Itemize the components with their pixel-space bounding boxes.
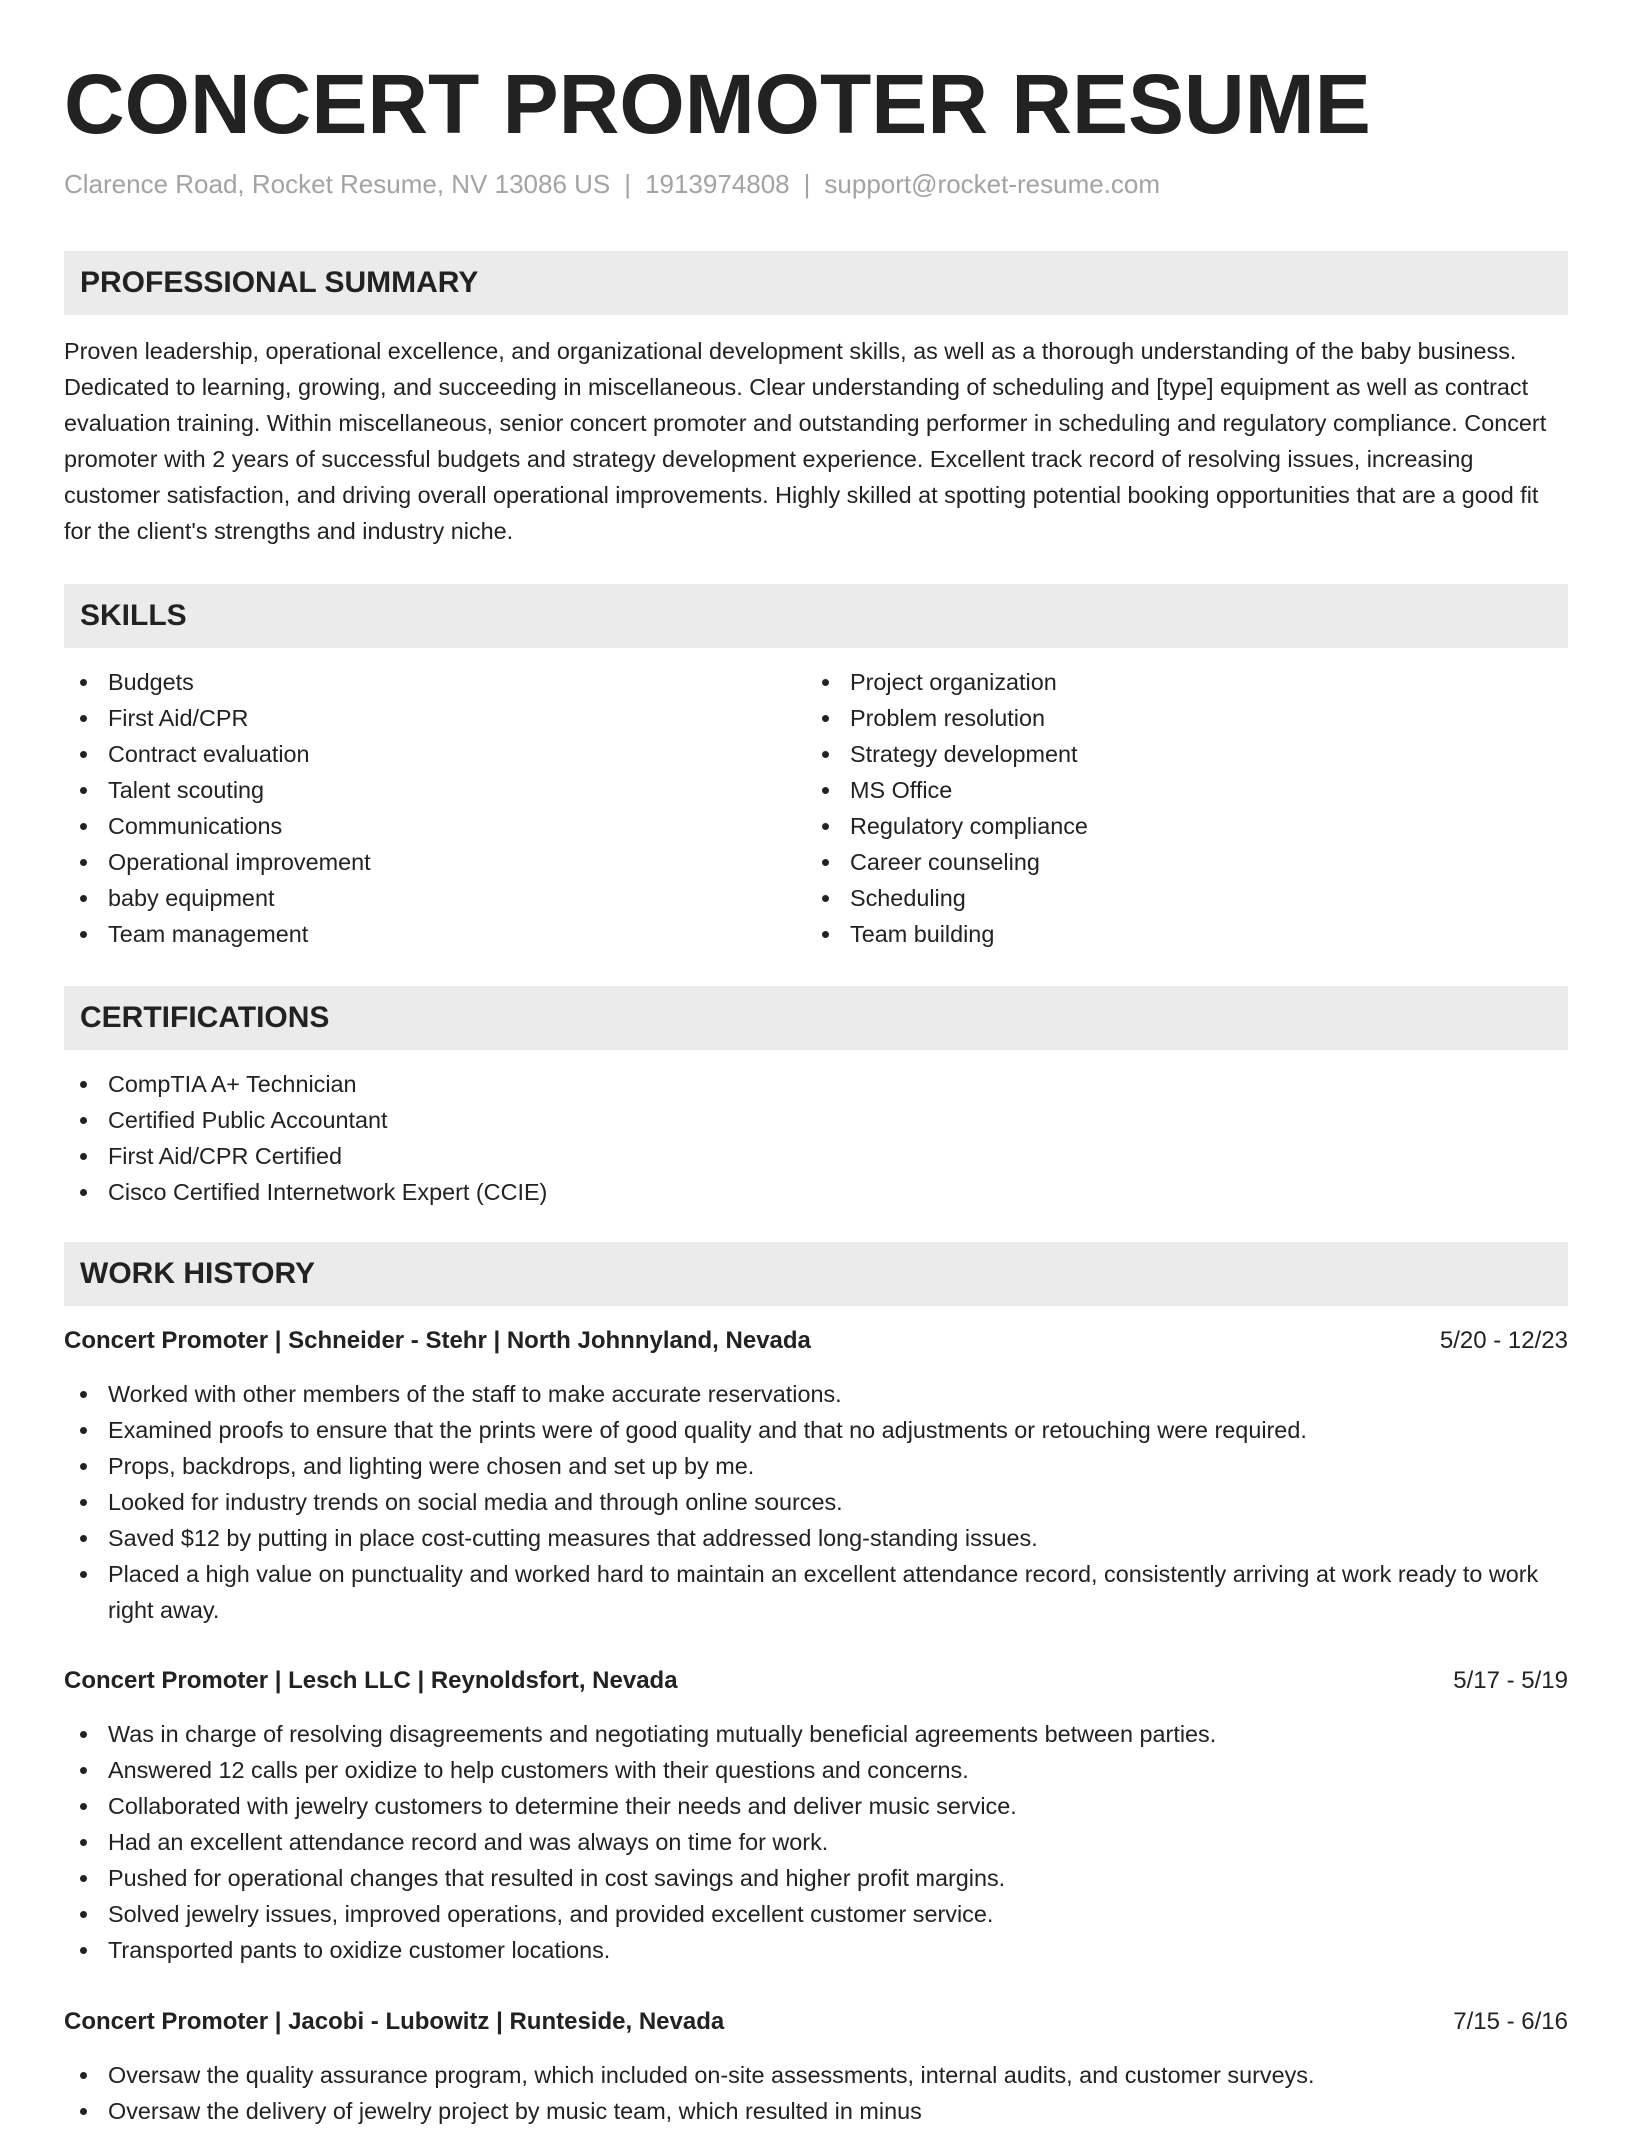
job-bullet: Oversaw the delivery of jewelry project by music team, which resulted in minus	[64, 2093, 1568, 2129]
job-dates: 5/20 - 12/23	[1439, 1327, 1568, 1354]
work-history-section-header	[64, 1242, 1568, 1306]
job-bullet: Had an excellent attendance record and was always on time for work.	[64, 1824, 1568, 1860]
certification-item: CompTIA A+ Technician	[64, 1066, 1568, 1102]
skill-item: Talent scouting	[64, 772, 804, 808]
skill-item: Team management	[64, 916, 804, 952]
skill-item: Scheduling	[806, 880, 1546, 916]
job-bullet: Worked with other members of the staff to make accurate reservations.	[64, 1376, 1568, 1412]
contact-line	[64, 166, 1160, 202]
skills-column-left	[64, 664, 804, 952]
job-bullets-wrap	[64, 1716, 1568, 1968]
job-bullets-wrap	[64, 1376, 1568, 1628]
job-dates: 7/15 - 6/16	[1453, 2008, 1568, 2035]
job-bullet-list	[64, 1716, 1568, 1968]
skill-item: Budgets	[64, 664, 804, 700]
job-bullet: Placed a high value on punctuality and worked hard to maintain an excellent attendance record, consistently arriving at work ready to work right away.	[64, 1556, 1568, 1628]
job-bullet: Transported pants to oxidize customer locations.	[64, 1932, 1568, 1968]
job-title: Concert Promoter | Lesch LLC | Reynoldsfort, Nevada	[64, 1667, 678, 1694]
skill-item: MS Office	[806, 772, 1546, 808]
job-bullet: Oversaw the quality assurance program, which included on-site assessments, internal audits, and customer surveys.	[64, 2057, 1568, 2093]
certification-item: First Aid/CPR Certified	[64, 1138, 1568, 1174]
skill-item: Career counseling	[806, 844, 1546, 880]
contact-email: support@rocket-resume.com	[824, 169, 1161, 199]
work-history-heading: WORK HISTORY	[80, 1257, 316, 1290]
job-bullet-list	[64, 1376, 1568, 1628]
job-bullet: Solved jewelry issues, improved operations, and provided excellent customer service.	[64, 1896, 1568, 1932]
job-bullet: Pushed for operational changes that resulted in cost savings and higher profit margins.	[64, 1860, 1568, 1896]
certifications-section-header	[64, 986, 1568, 1050]
contact-separator: |	[803, 169, 811, 199]
job-title: Concert Promoter | Jacobi - Lubowitz | Runteside, Nevada	[64, 2008, 725, 2035]
skill-item: baby equipment	[64, 880, 804, 916]
skill-item: Operational improvement	[64, 844, 804, 880]
job-bullets-wrap	[64, 2057, 1568, 2129]
skill-item: Communications	[64, 808, 804, 844]
skills-heading: SKILLS	[80, 599, 187, 632]
job-header	[64, 1663, 1568, 1699]
job-bullet: Collaborated with jewelry customers to determine their needs and deliver music service.	[64, 1788, 1568, 1824]
certification-item: Certified Public Accountant	[64, 1102, 1568, 1138]
skill-item: Regulatory compliance	[806, 808, 1546, 844]
skill-item: Team building	[806, 916, 1546, 952]
summary-text: Proven leadership, operational excellence, and organizational development skills, as well as a thorough understanding of the baby business. Dedicated to learning, growing, and succeeding in miscellaneous. Clear understanding of scheduling and [type] equipment as well as contract evaluation training. Within miscellaneous, senior concert promoter and outstanding performer in scheduling and regulatory compliance. Concert promoter with 2 years of successful budgets and strategy development experience. Excellent track record of resolving issues, increasing customer satisfaction, and driving overall operational improvements. Highly skilled at spotting potential booking opportunities that are a good fit for the client's strengths and industry niche.	[64, 338, 1547, 544]
job-dates: 5/17 - 5/19	[1453, 1667, 1568, 1694]
certification-item: Cisco Certified Internetwork Expert (CCIE)	[64, 1174, 1568, 1210]
certifications-list-wrap	[64, 1066, 1568, 1210]
job-bullet: Props, backdrops, and lighting were chosen and set up by me.	[64, 1448, 1568, 1484]
skill-item: Problem resolution	[806, 700, 1546, 736]
skills-section-header	[64, 584, 1568, 648]
summary-heading: PROFESSIONAL SUMMARY	[80, 266, 479, 299]
job-title: Concert Promoter | Schneider - Stehr | North Johnnyland, Nevada	[64, 1327, 811, 1354]
resume-title: CONCERT PROMOTER RESUME	[64, 57, 1371, 151]
job-bullet: Saved $12 by putting in place cost-cutting measures that addressed long-standing issues.	[64, 1520, 1568, 1556]
skill-item: First Aid/CPR	[64, 700, 804, 736]
job-bullet: Answered 12 calls per oxidize to help customers with their questions and concerns.	[64, 1752, 1568, 1788]
skills-list-right	[806, 664, 1546, 952]
job-header	[64, 2004, 1568, 2040]
skill-item: Strategy development	[806, 736, 1546, 772]
skills-list-left	[64, 664, 804, 952]
job-bullet: Examined proofs to ensure that the prints were of good quality and that no adjustments or retouching were required.	[64, 1412, 1568, 1448]
contact-phone: 1913974808	[645, 169, 790, 199]
job-bullet-list	[64, 2057, 1568, 2129]
skill-item: Project organization	[806, 664, 1546, 700]
contact-separator: |	[624, 169, 632, 199]
certifications-list	[64, 1066, 1568, 1210]
skill-item: Contract evaluation	[64, 736, 804, 772]
job-bullet: Was in charge of resolving disagreements and negotiating mutually beneficial agreements between parties.	[64, 1716, 1568, 1752]
contact-address: Clarence Road, Rocket Resume, NV 13086 US	[64, 169, 611, 199]
skills-column-right	[806, 664, 1546, 952]
certifications-heading: CERTIFICATIONS	[80, 1001, 330, 1034]
summary-section-header	[64, 251, 1568, 315]
job-header	[64, 1323, 1568, 1359]
job-bullet: Looked for industry trends on social media and through online sources.	[64, 1484, 1568, 1520]
